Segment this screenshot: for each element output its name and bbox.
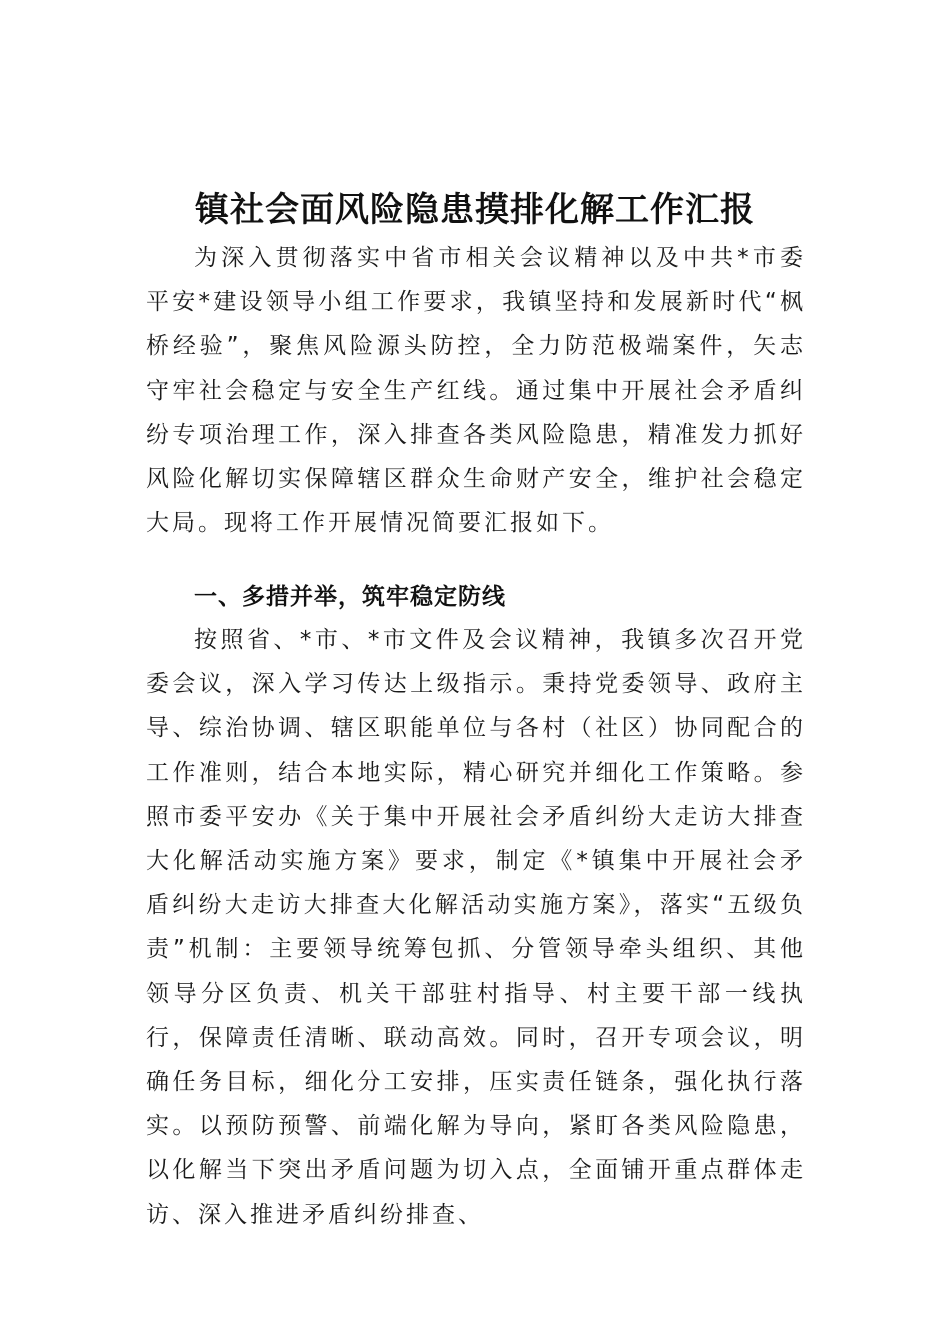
- document-title: 镇社会面风险隐患摸排化解工作汇报: [195, 189, 755, 230]
- section-1-paragraph: 按照省、*市、*市文件及会议精神，我镇多次召开党委会议，深入学习传达上级指示。秉持党委领导、政府主导、综治协调、辖区职能单位与各村（社区）协同配合的工作准则，结合本地实际，精心研究并细化工作策略。参照市委平安办《关于集中开展社会矛盾纠纷大走访大排查大化解活动实施方案》要求，制定《*镇集中开展社会矛盾纠纷大走访大排查大化解活动实施方案》，落实“五级负责”机制：主要领导统筹包抓、分管领导牵头组织、其他领导分区负责、机关干部驻村指导、村主要干部一线执行，保障责任清晰、联动高效。同时，召开专项会议，明确任务目标，细化分工安排，压实责任链条，强化执行落实。以预防预警、前端化解为导向，紧盯各类风险隐患，以化解当下突出矛盾问题为切入点，全面铺开重点群体走访、深入推进矛盾纠纷排查、: [146, 627, 806, 1228]
- intro-paragraph: 为深入贯彻落实中省市相关会议精神以及中共*市委平安*建设领导小组工作要求，我镇坚持和发展新时代“枫桥经验”，聚焦风险源头防控，全力防范极端案件，矢志守牢社会稳定与安全生产红线。通过集中开展社会矛盾纠纷专项治理工作，深入排查各类风险隐患，精准发力抓好风险化解切实保障辖区群众生命财产安全，维护社会稳定大局。现将工作开展情况简要汇报如下。: [146, 245, 806, 537]
- section-1-heading: 一、多措并举，筑牢稳定防线: [194, 584, 506, 610]
